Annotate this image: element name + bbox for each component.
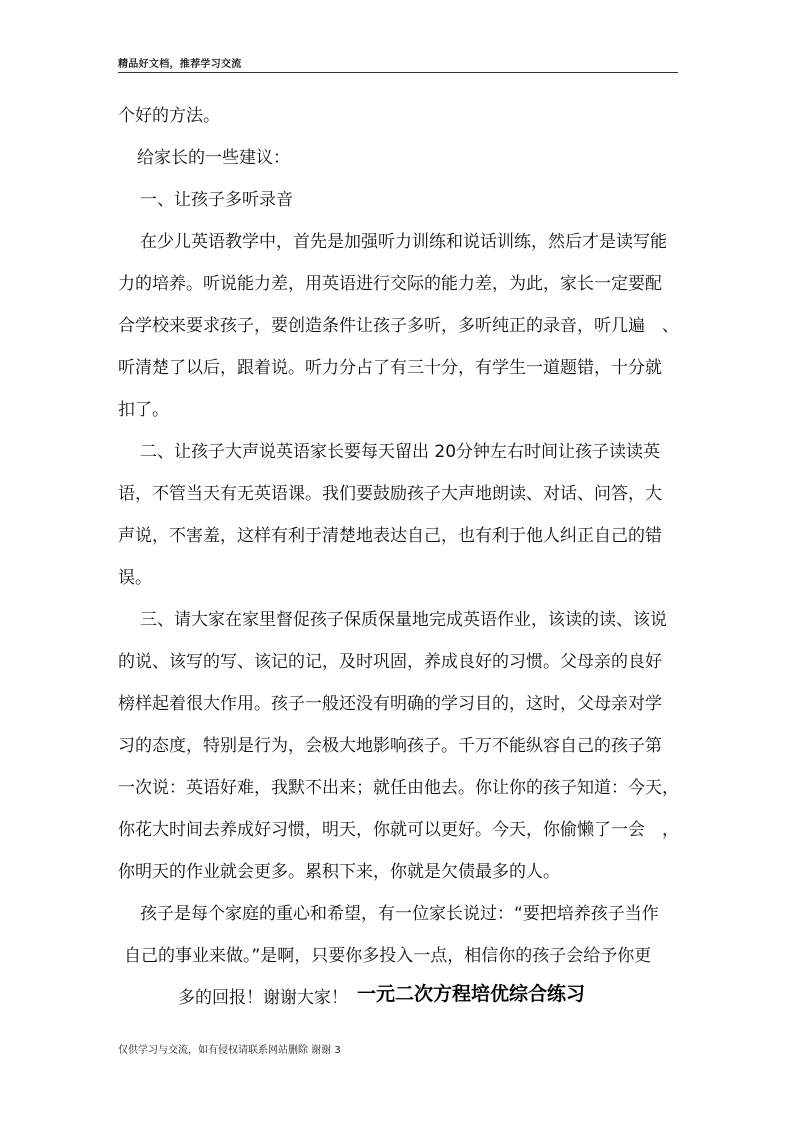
body-line: 声说，不害羞，这样有利于清楚地表达自己，也有利于他人纠正自己的错 bbox=[118, 526, 662, 546]
body-line: 榜样起着很大作用。孩子一般还没有明确的学习目的，这时，父母亲对学 bbox=[118, 694, 662, 714]
body-line: 二、让孩子大声说英语家长要每天留出 20分钟左右时间让孩子读读英 bbox=[140, 442, 661, 462]
body-line: 习的态度，特别是行为，会极大地影响孩子。千万不能纵容自己的孩子第 bbox=[118, 736, 662, 756]
body-line: 孩子是每个家庭的重心和希望，有一位家长说过：“要把培养孩子当作 bbox=[140, 904, 659, 924]
body-line: 在少儿英语教学中，首先是加强听力训练和说话训练，然后才是读写能 bbox=[140, 232, 667, 252]
body-line: 你花大时间去养成好习惯，明天，你就可以更好。今天，你偷懒了一会 ， bbox=[118, 820, 679, 840]
body-line: 一、让孩子多听录音 bbox=[140, 190, 293, 210]
body-line: 给家长的一些建议： bbox=[137, 148, 290, 168]
body-line: 力的培养。听说能力差，用英语进行交际的能力差，为此，家长一定要配 bbox=[118, 274, 662, 294]
body-line: 听清楚了以后，跟着说。听力分占了有三十分，有学生一道题错，十分就 bbox=[118, 358, 662, 378]
body-line: 个好的方法。 bbox=[118, 106, 220, 126]
body-line: 扣了。 bbox=[118, 400, 169, 420]
body-line: 一次说：英语好难，我默不出来；就任由他去。你让你的孩子知道：今天， bbox=[118, 778, 679, 798]
body-line: 误。 bbox=[118, 568, 152, 588]
next-section-title: 一元二次方程培优综合练习 bbox=[357, 983, 586, 1005]
header-divider bbox=[118, 72, 678, 73]
body-line: 你明天的作业就会更多。累积下来，你就是欠债最多的人。 bbox=[118, 862, 560, 882]
body-line: 自己的事业来做。”是啊，只要你多投入一点，相信你的孩子会给予你更 bbox=[124, 946, 652, 966]
body-line: 三、请大家在家里督促孩子保质保量地完成英语作业，该读的读、该说 bbox=[140, 610, 667, 630]
body-line: 多的回报！谢谢大家！ bbox=[178, 988, 348, 1008]
header-text: 精品好文档，推荐学习交流 bbox=[118, 59, 242, 70]
body-line: 语，不管当天有无英语课。我们要鼓励孩子大声地朗读、对话、问答，大 bbox=[118, 484, 662, 504]
page-footer: 仅供学习与交流，如有侵权请联系网站删除 谢谢 3 bbox=[118, 1045, 341, 1056]
body-line: 的说、该写的写、该记的记，及时巩固，养成良好的习惯。父母亲的良好 bbox=[118, 652, 662, 672]
body-line: 合学校来要求孩子，要创造条件让孩子多听，多听纯正的录音，听几遍 、 bbox=[118, 316, 679, 336]
